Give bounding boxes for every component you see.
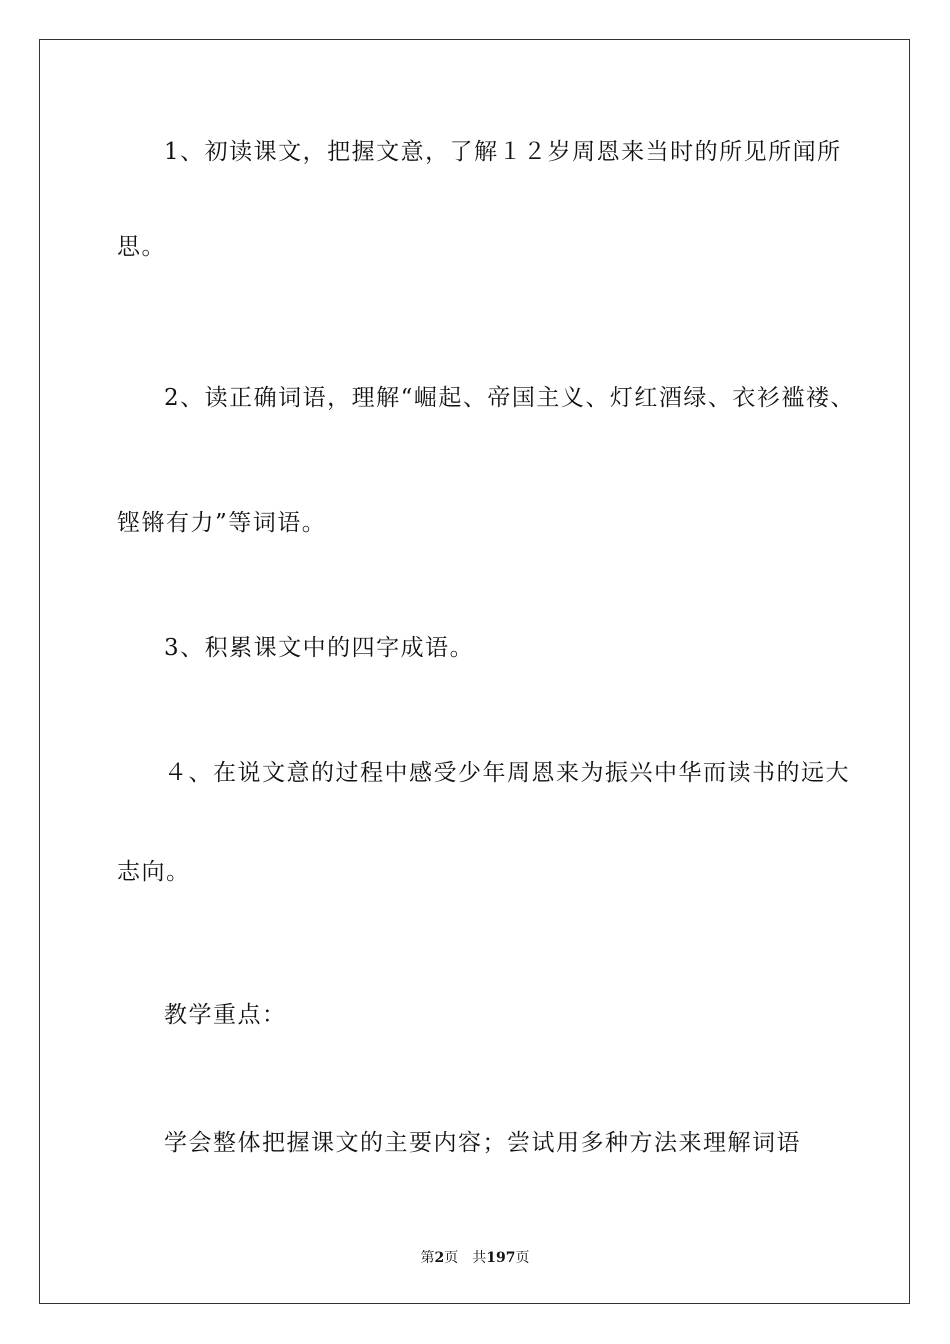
objective-4-line-2: 志向。 [117,859,191,885]
footer-page-prefix: 第 [420,1250,435,1266]
objective-3-line-1: 3、积累课文中的四字成语。 [164,635,475,661]
objective-1-line-1: 1、初读课文，把握文意，了解１２岁周恩来当时的所见所闻所 [164,139,842,165]
teaching-focus-heading: 教学重点： [164,1002,287,1028]
footer-total-prefix: 共 [472,1250,487,1266]
page-border [39,39,910,1304]
objective-1-line-2: 思。 [117,234,166,260]
footer-total-pages: 197 [486,1250,516,1266]
teaching-focus-content: 学会整体把握课文的主要内容；尝试用多种方法来理解词语 [164,1130,801,1156]
objective-4-line-1: ４、在说文意的过程中感受少年周恩来为振兴中华而读书的远大 [164,760,850,786]
footer-page-suffix: 页 [444,1250,459,1266]
page-footer [0,1249,950,1267]
objective-2-line-2: 铿锵有力”等词语。 [117,510,327,536]
footer-total-suffix: 页 [515,1250,530,1266]
objective-2-line-1: 2、读正确词语，理解“崛起、帝国主义、灯红酒绿、衣衫褴褛、 [164,385,855,411]
footer-page-number: 2 [434,1250,445,1266]
